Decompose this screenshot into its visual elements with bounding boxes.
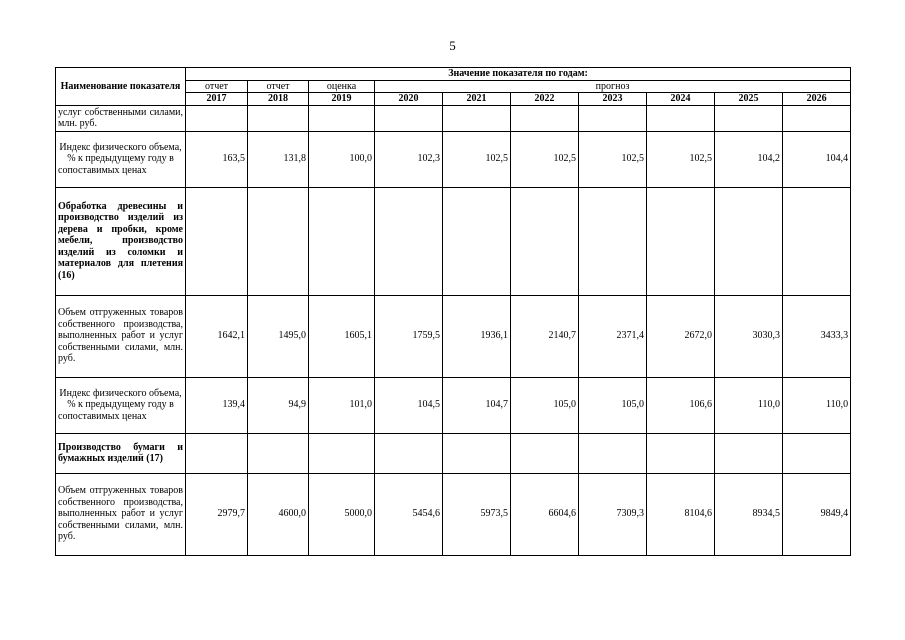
value-cell: 102,3 <box>375 131 443 187</box>
value-cell: 7309,3 <box>579 473 647 555</box>
value-cell: 102,5 <box>511 131 579 187</box>
header-indicator-name: Наименование показателя <box>56 68 186 106</box>
header-year: 2026 <box>783 93 851 106</box>
value-cell <box>783 105 851 131</box>
value-cell <box>443 433 511 473</box>
header-year: 2021 <box>443 93 511 106</box>
value-cell: 102,5 <box>647 131 715 187</box>
indicators-table <box>55 67 851 556</box>
value-cell <box>443 187 511 295</box>
header-year: 2018 <box>248 93 309 106</box>
value-cell: 1495,0 <box>248 295 309 377</box>
value-cell: 1642,1 <box>186 295 248 377</box>
value-cell: 2672,0 <box>647 295 715 377</box>
indicator-name: услуг собственными силами, млн. руб. <box>56 105 186 131</box>
value-cell <box>443 105 511 131</box>
value-cell: 104,2 <box>715 131 783 187</box>
table-row <box>56 105 851 131</box>
value-cell: 94,9 <box>248 377 309 433</box>
value-cell <box>579 187 647 295</box>
value-cell: 1759,5 <box>375 295 443 377</box>
value-cell: 102,5 <box>579 131 647 187</box>
value-cell <box>309 105 375 131</box>
value-cell: 5973,5 <box>443 473 511 555</box>
value-cell <box>511 105 579 131</box>
value-cell: 4600,0 <box>248 473 309 555</box>
value-cell: 8104,6 <box>647 473 715 555</box>
value-cell <box>647 187 715 295</box>
value-cell: 110,0 <box>715 377 783 433</box>
value-cell <box>715 433 783 473</box>
value-cell <box>375 433 443 473</box>
value-cell: 101,0 <box>309 377 375 433</box>
value-cell: 6604,6 <box>511 473 579 555</box>
value-cell <box>715 187 783 295</box>
value-cell: 2140,7 <box>511 295 579 377</box>
value-cell <box>186 105 248 131</box>
value-cell <box>647 433 715 473</box>
value-cell <box>375 187 443 295</box>
table-row <box>56 131 851 187</box>
value-cell <box>186 433 248 473</box>
value-cell: 1936,1 <box>443 295 511 377</box>
value-cell: 3433,3 <box>783 295 851 377</box>
value-cell: 105,0 <box>511 377 579 433</box>
value-cell: 139,4 <box>186 377 248 433</box>
header-year: 2017 <box>186 93 248 106</box>
value-cell <box>375 105 443 131</box>
value-cell <box>186 187 248 295</box>
value-cell: 102,5 <box>443 131 511 187</box>
value-cell: 104,5 <box>375 377 443 433</box>
table-row <box>56 377 851 433</box>
section-heading: Производство бумаги и бумажных изделий (17) <box>56 433 186 473</box>
header-year: 2020 <box>375 93 443 106</box>
value-cell: 3030,3 <box>715 295 783 377</box>
value-cell <box>647 105 715 131</box>
value-cell: 2979,7 <box>186 473 248 555</box>
value-cell <box>511 433 579 473</box>
header-year: 2019 <box>309 93 375 106</box>
value-cell: 106,6 <box>647 377 715 433</box>
value-cell: 104,4 <box>783 131 851 187</box>
value-cell: 110,0 <box>783 377 851 433</box>
indicator-name: Объем отгруженных товаров собственного производства, выполненных работ и услуг собственными силами, млн. руб. <box>56 473 186 555</box>
value-cell <box>715 105 783 131</box>
value-cell: 1605,1 <box>309 295 375 377</box>
header-year: 2024 <box>647 93 715 106</box>
value-cell: 2371,4 <box>579 295 647 377</box>
table-row <box>56 433 851 473</box>
header-year: 2023 <box>579 93 647 106</box>
indicator-name: Объем отгруженных товаров собственного производства, выполненных работ и услуг собственными силами, млн. руб. <box>56 295 186 377</box>
value-cell <box>248 105 309 131</box>
header-type-2017: отчет <box>186 80 248 93</box>
value-cell: 100,0 <box>309 131 375 187</box>
header-forecast: прогноз <box>375 80 851 93</box>
value-cell <box>248 187 309 295</box>
value-cell: 5454,6 <box>375 473 443 555</box>
value-cell: 5000,0 <box>309 473 375 555</box>
value-cell <box>579 105 647 131</box>
header-type-2018: отчет <box>248 80 309 93</box>
value-cell: 131,8 <box>248 131 309 187</box>
value-cell <box>309 187 375 295</box>
value-cell <box>309 433 375 473</box>
indicator-name: Индекс физического объема, % к предыдущему году в сопоставимых ценах <box>56 377 186 433</box>
value-cell <box>783 433 851 473</box>
value-cell <box>783 187 851 295</box>
indicator-name: Индекс физического объема, % к предыдущему году в сопоставимых ценах <box>56 131 186 187</box>
value-cell: 163,5 <box>186 131 248 187</box>
value-cell: 9849,4 <box>783 473 851 555</box>
value-cell <box>248 433 309 473</box>
value-cell: 104,7 <box>443 377 511 433</box>
value-cell: 105,0 <box>579 377 647 433</box>
page-number: 5 <box>449 38 456 53</box>
header-year: 2025 <box>715 93 783 106</box>
table-row <box>56 295 851 377</box>
value-cell <box>511 187 579 295</box>
section-heading: Обработка древесины и производство изделий из дерева и пробки, кроме мебели, производство изделий из соломки и материалов для плетения (16) <box>56 187 186 295</box>
header-year: 2022 <box>511 93 579 106</box>
table-row <box>56 187 851 295</box>
table-row <box>56 473 851 555</box>
header-type-2019: оценка <box>309 80 375 93</box>
value-cell: 8934,5 <box>715 473 783 555</box>
header-values-by-year: Значение показателя по годам: <box>186 68 851 81</box>
value-cell <box>579 433 647 473</box>
